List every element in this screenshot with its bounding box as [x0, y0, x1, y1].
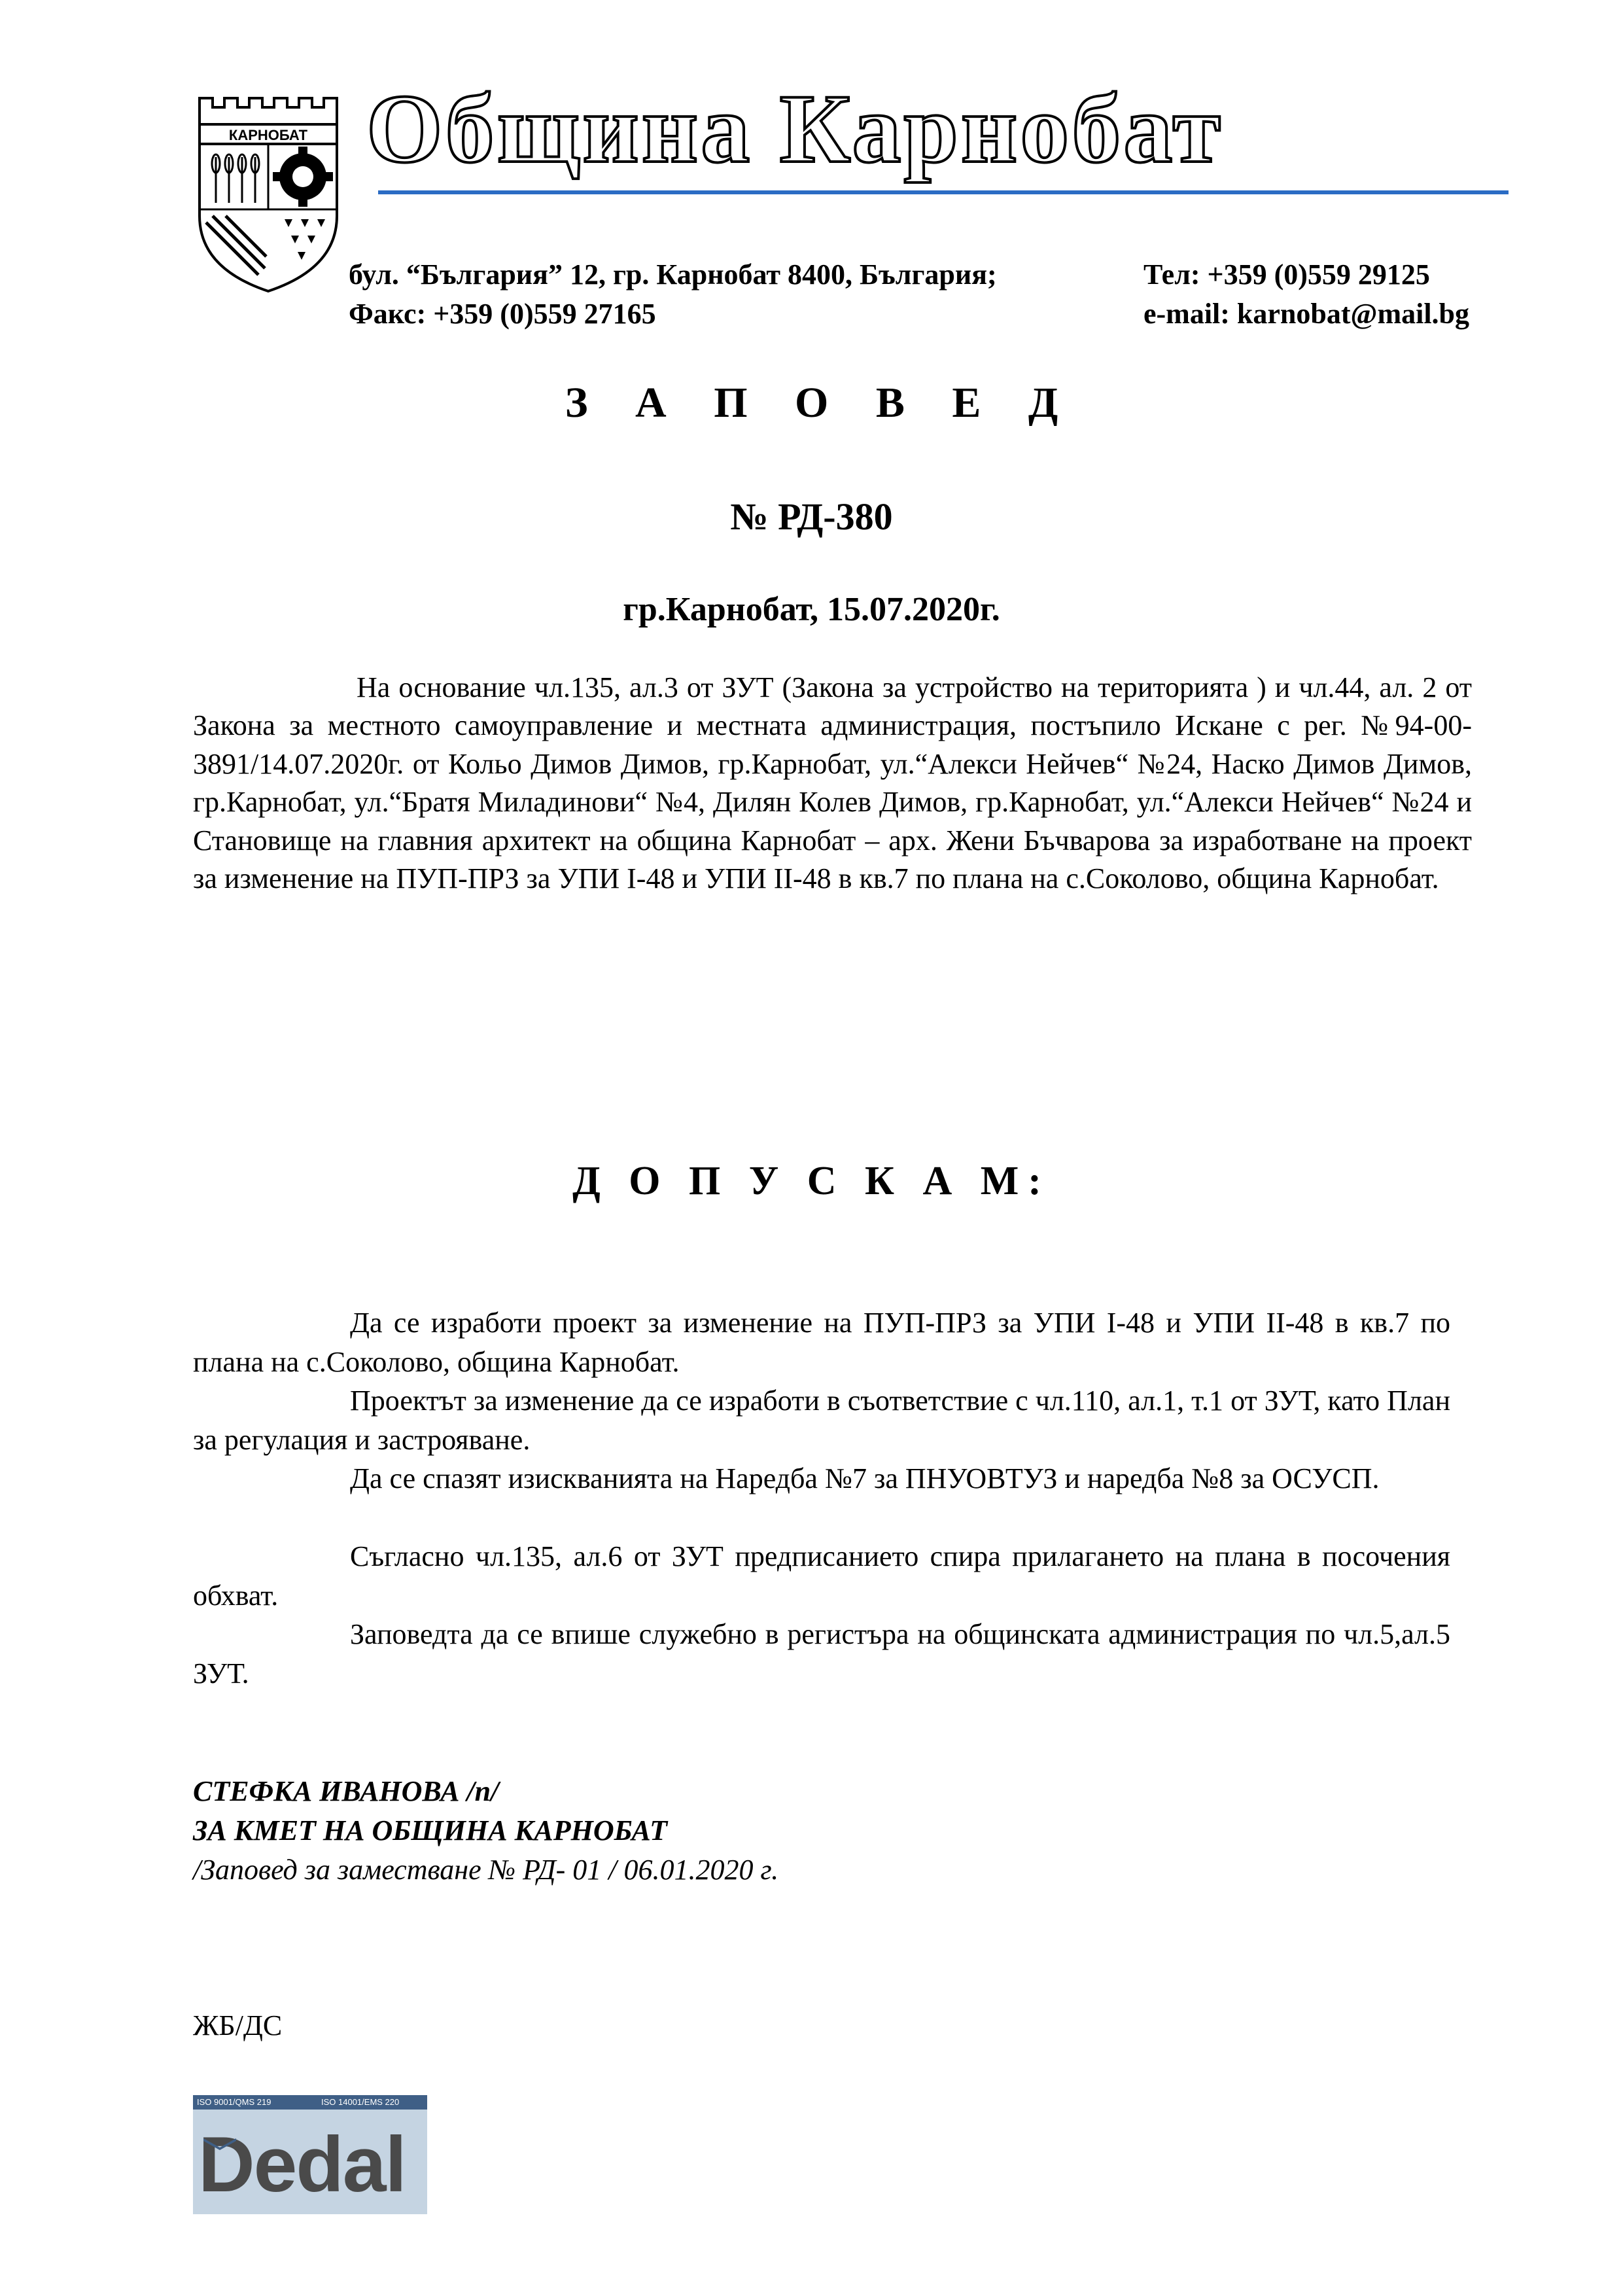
signatory-name: СТЕФКА ИВАНОВА /п/ [193, 1775, 499, 1807]
badge-cert-ems: ISO 14001/EMS 220 [321, 2097, 400, 2107]
phone: Тел: +359 (0)559 29125 [1143, 258, 1430, 291]
substitution-order: /Заповед за заместване № РД- 01 / 06.01.2020 г. [193, 1854, 779, 1886]
coat-of-arms [193, 92, 343, 294]
chevron-icon [203, 2138, 236, 2150]
order-item: Съгласно чл.135, ал.6 от ЗУТ предписанието спира прилагането на плана в посочения обхват. [193, 1540, 1450, 1612]
order-item: Заповедта да се впише служебно в регистъра на общинската администрация по чл.5,ал.5 ЗУТ. [193, 1618, 1450, 1689]
preamble-paragraph: На основание чл.135, ал.3 от ЗУТ (Закона за устройство на територията ) и чл.44, ал. 2 от Закона за местното самоуправление и местната администрация, постъпило Искане с рег. №94-00-3891/14.07.2020г. от Кольо Димов Димов, гр.Карнобат, ул.“Алекси Нейчев“ №24, Наско Димов Димов, гр.Карнобат, ул.“Братя Миладинови“ №4, Дилян Колев Димов, гр.Карнобат, ул.“Алекси Нейчев“ №24 и Становище на главния архитект на община Карнобат – арх. Жени Бъчварова за изработване на проект за изменение на ПУП-ПРЗ за УПИ I-48 и УПИ II-48 в кв.7 по плана на с.Соколово, община Карнобат. [193, 671, 1472, 895]
badge-brand: Dedal [198, 2121, 406, 2208]
badge-cert-bar [193, 2095, 427, 2110]
municipality-wordmark: Община Карнобат [366, 75, 1224, 183]
order-item: Проектът за изменение да се изработи в съответствие с чл.110, ал.1, т.1 от ЗУТ, като План за регулация и застрояване. [193, 1385, 1450, 1456]
grant-heading: Д О П У С К А М: [572, 1159, 1051, 1203]
author-initials: ЖБ/ДС [193, 2009, 283, 2041]
place-date: гр.Карнобат, 15.07.2020г. [623, 591, 1000, 628]
document-number: № РД-380 [730, 495, 893, 538]
address: бул. “България” 12, гр. Карнобат 8400, България; [349, 258, 997, 291]
coat-of-arms-label: КАРНОБАТ [228, 127, 308, 143]
dedal-certification-badge [193, 2095, 427, 2214]
signatory-role: ЗА КМЕТ НА ОБЩИНА КАРНОБАТ [193, 1814, 667, 1846]
order-item: Да се спазят изискванията на Наредба №7 за ПНУОВТУЗ и наредба №8 за ОСУСП. [350, 1462, 1380, 1494]
document-title: З А П О В Е Д [565, 379, 1077, 427]
badge-cert-qms: ISO 9001/QMS 219 [197, 2097, 271, 2107]
email: e-mail: karnobat@mail.bg [1143, 298, 1470, 330]
header-rule [378, 190, 1509, 194]
badge-body [193, 2110, 427, 2214]
fax: Факс: +359 (0)559 27165 [349, 298, 656, 330]
order-item: Да се изработи проект за изменение на ПУП-ПРЗ за УПИ I-48 и УПИ II-48 в кв.7 по плана на с.Соколово, община Карнобат. [193, 1307, 1450, 1378]
